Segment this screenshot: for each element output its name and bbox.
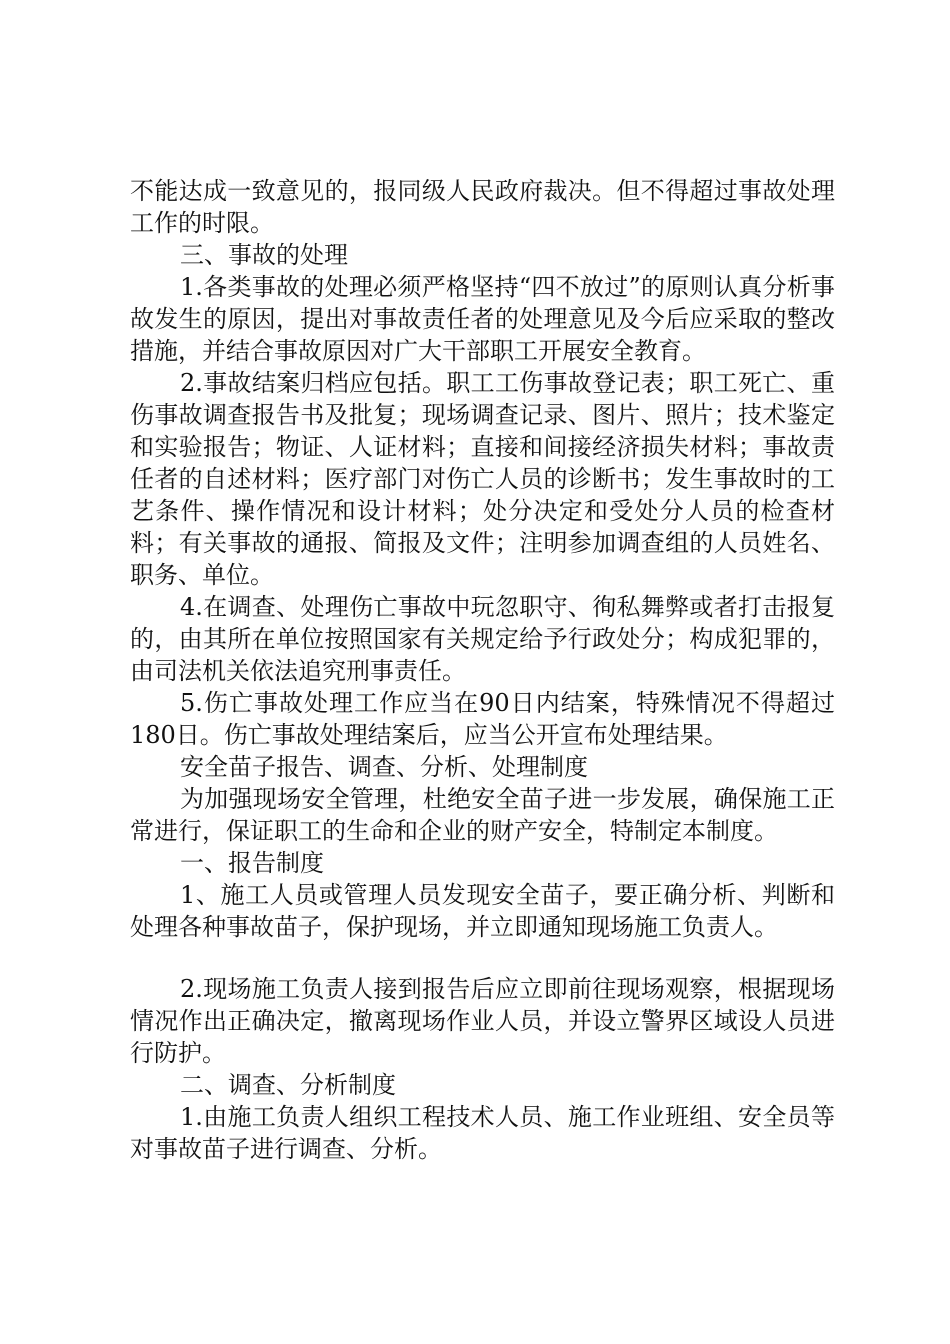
document-subtitle: 安全苗子报告、调查、分析、处理制度 (180, 753, 588, 781)
paragraph-item-4: 4.在调查、处理伤亡事故中玩忽职守、徇私舞弊或者打击报复的，由其所在单位按照国家有关规定给予行政处分；构成犯罪的，由司法机关依法追究刑事责任。 (130, 593, 835, 685)
paragraph-report-item-2: 2.现场施工负责人接到报告后应立即前往现场观察，根据现场情况作出正确决定，撤离现场作业人员，并设立警界区域设人员进行防护。 (130, 975, 835, 1067)
paragraph-report-item-1: 1、施工人员或管理人员发现安全苗子，要正确分析、判断和处理各种事故苗子，保护现场，并立即通知现场施工负责人。 (130, 881, 835, 941)
document-body (130, 175, 835, 1165)
paragraph-item-5: 5.伤亡事故处理工作应当在90日内结案，特殊情况不得超过180日。伤亡事故处理结案后，应当公开宣布处理结果。 (130, 689, 835, 749)
paragraph-investigation-item-1: 1.由施工负责人组织工程技术人员、施工作业班组、安全员等对事故苗子进行调查、分析。 (130, 1103, 835, 1163)
paragraph-intro: 为加强现场安全管理，杜绝安全苗子进一步发展，确保施工正常进行，保证职工的生命和企业的财产安全，特制定本制度。 (130, 785, 835, 845)
section-heading-report-system: 一、报告制度 (180, 849, 324, 877)
section-heading-investigation: 二、调查、分析制度 (180, 1071, 396, 1099)
section-heading-accident-handling: 三、事故的处理 (180, 241, 348, 269)
paragraph-item-2: 2.事故结案归档应包括。职工工伤事故登记表；职工死亡、重伤事故调查报告书及批复；现场调查记录、图片、照片；技术鉴定和实验报告；物证、人证材料；直接和间接经济损失材料；事故责任者的自述材料；医疗部门对伤亡人员的诊断书；发生事故时的工艺条件、操作情况和设计材料；处分决定和受处分人员的检查材料；有关事故的通报、简报及文件；注明参加调查组的人员姓名、职务、单位。 (130, 369, 835, 589)
paragraph-spacer (130, 943, 835, 973)
paragraph-item-1: 1.各类事故的处理必须严格坚持“四不放过”的原则认真分析事故发生的原因，提出对事故责任者的处理意见及今后应采取的整改措施，并结合事故原因对广大干部职工开展安全教育。 (130, 273, 835, 365)
paragraph-continuation: 不能达成一致意见的，报同级人民政府裁决。但不得超过事故处理工作的时限。 (130, 177, 835, 237)
